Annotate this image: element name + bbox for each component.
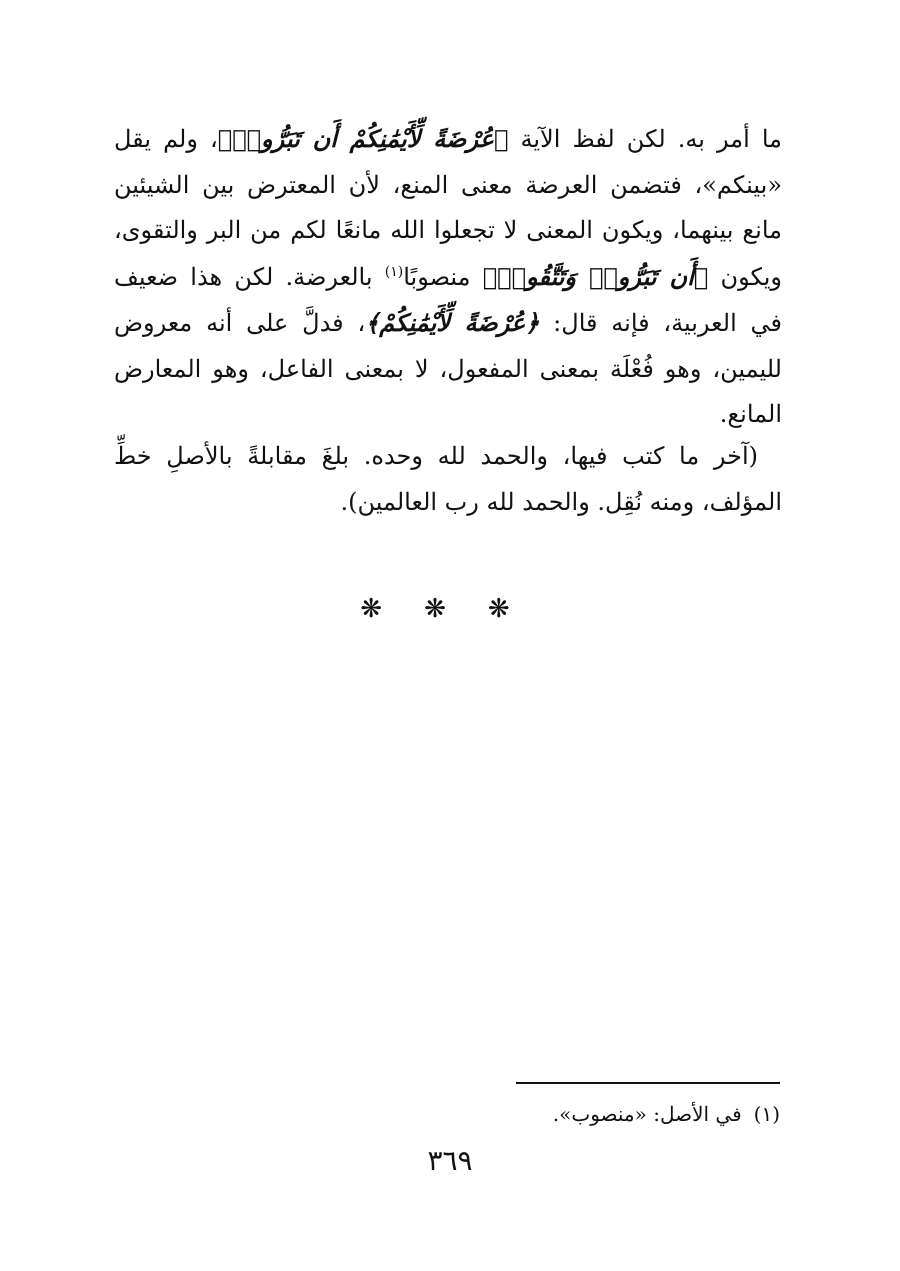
- footnote-divider: [516, 1082, 780, 1084]
- footnote-number: (١): [753, 1102, 780, 1126]
- body-segment: ما أمر به. لكن لفظ الآية: [520, 125, 782, 153]
- quran-quote: ﴿عُرْضَةً لِّأَيْمَٰنِكُمْ﴾: [365, 308, 540, 337]
- body-segment: منصوبًا: [403, 262, 483, 291]
- footnote: [380, 1100, 780, 1128]
- main-paragraph: [114, 116, 782, 438]
- section-separator: [0, 594, 900, 624]
- asterisk-ornament-icon: ❋: [424, 594, 476, 624]
- asterisk-ornament-icon: ❋: [360, 594, 413, 624]
- page-number: ٣٦٩: [427, 1144, 473, 1177]
- footnote-reference: (١): [384, 263, 404, 280]
- body-segment: ، ولم يقل «بينكم»، فتضمن العرضة معنى المنع، لأن المعترض بين الشيئين مانع بينهما، ويكون المعنى لا تجعلوا الله مانعًا لكم من البر والتقوى، ويكون: [114, 125, 782, 291]
- quran-quote: ﴿أَن تَبَرُّوا۟ وَتَتَّقُوا۟﴾: [482, 261, 709, 291]
- quran-quote: ﴿عُرْضَةً لِّأَيْمَٰنِكُمْ أَن تَبَرُّوا۟﴾: [217, 124, 509, 153]
- closing-note: [114, 434, 782, 525]
- closing-note-text: (آخر ما كتب فيها، والحمد لله وحده. بلغَ مقابلةً بالأصلِ خطِّ المؤلف، ومنه نُقِل. والحمد لله رب العالمين).: [114, 442, 782, 516]
- asterisk-ornament-icon: ❋: [487, 594, 540, 624]
- main-body-text: [114, 116, 782, 438]
- footnote-text: في الأصل: «منصوب».: [552, 1102, 742, 1126]
- body-segment: بالعرضة. لكن هذا ضعيف في العربية، فإنه قال:: [114, 262, 783, 337]
- body-segment: ، فدلَّ على أنه معروض لليمين، وهو فُعْلَة بمعنى المفعول، لا بمعنى الفاعل، وهو المعارض المانع.: [114, 309, 782, 428]
